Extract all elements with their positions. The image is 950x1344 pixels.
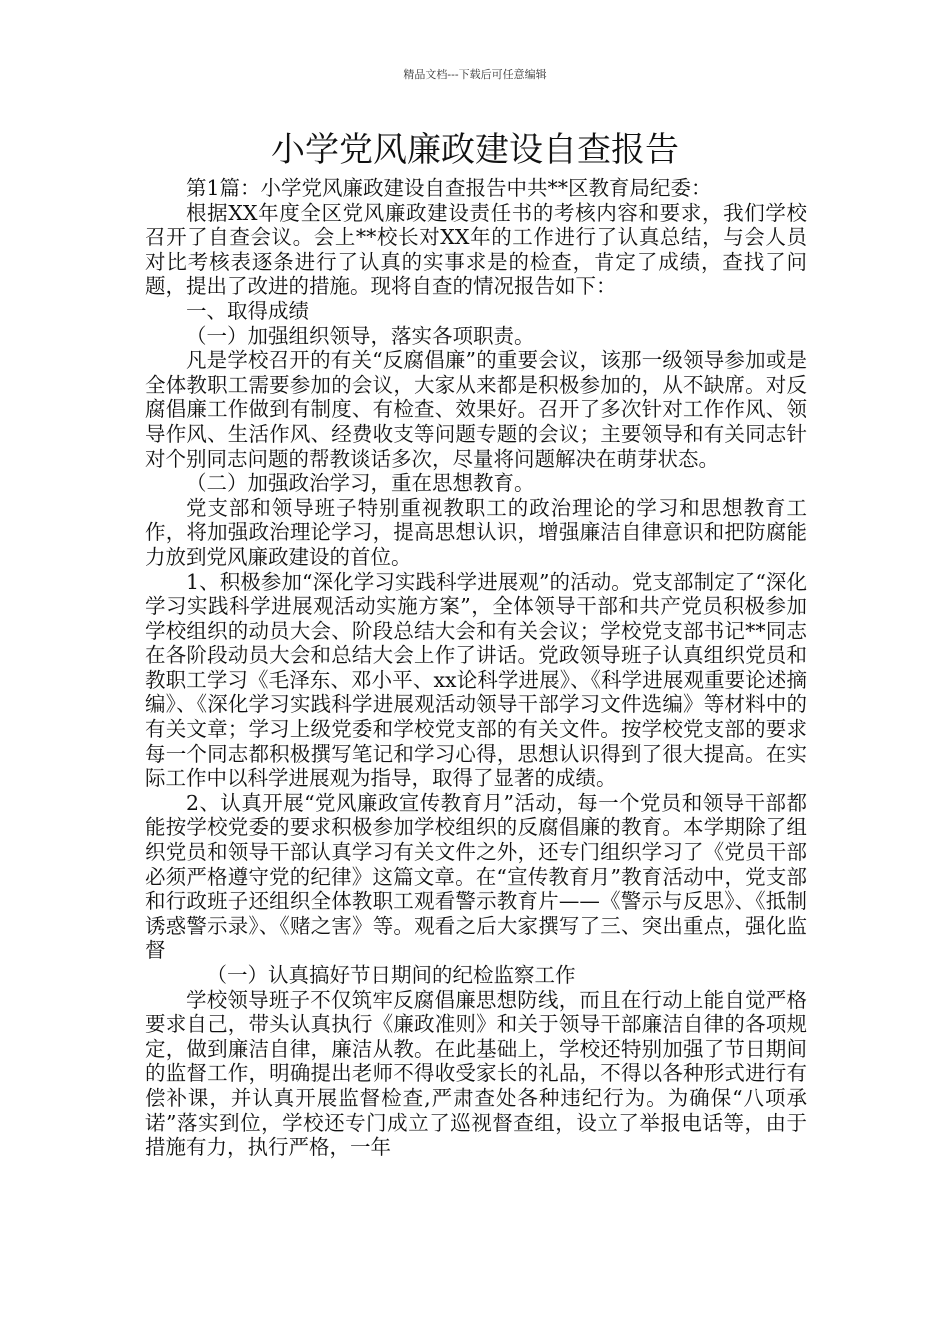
paragraph: 党支部和领导班子特别重视教职工的政治理论的学习和思想教育工作，将加强政治理论学习，提高思想认识，增强廉洁自律意识和把防腐能力放到党风廉政建设的首位。 (145, 495, 807, 569)
subsection-heading: （一）认真搞好节日期间的纪检监察工作 (206, 963, 576, 987)
paragraph: 1、积极参加“深化学习实践科学进展观”的活动。党支部制定了“深化学习实践科学进展观活动实施方案”，全体领导干部和共产党员积极参加学校组织的动员大会、阶段总结大会和有关会议；学校党支部书记**同志在各阶段动员大会和总结大会上作了讲话。党政领导班子认真组织党员和教职工学习《毛泽东、邓小平、xx论科学进展》、《科学进展观重要论述摘编》、《深化学习实践科学进展观活动领导干部学习文件选编》等材料中的有关文章；学习上级党委和学校党支部的有关文件。按学校党支部的要求每一个同志都积极撰写笔记和学习心得，思想认识得到了很大提高。在实际工作中以科学进展观为指导，取得了显著的成绩。 (145, 569, 807, 791)
page-header-note: 精品文档---下载后可任意编辑 (403, 68, 547, 81)
paragraph: 凡是学校召开的有关“反腐倡廉”的重要会议，该那一级领导参加或是全体教职工需要参加的会议，大家从来都是积极参加的，从不缺席。对反腐倡廉工作做到有制度、有检查、效果好。召开了多次针对工作作风、领导作风、生活作风、经费收支等问题专题的会议；主要领导和有关同志针对个别同志问题的帮教谈话多次，尽量将问题解决在萌芽状态。 (145, 348, 807, 471)
document-title: 小学党风廉政建设自查报告 (271, 130, 679, 170)
paragraph: 2、认真开展“党风廉政宣传教育月”活动，每一个党员和领导干部都能按学校党委的要求积极参加学校组织的反腐倡廉的教育。本学期除了组织党员和领导干部认真学习有关文件之外，还专门组织学习了《党员干部必须严格遵守党的纪律》这篇文章。在“宣传教育月”教育活动中，党支部和行政班子还组织全体教职工观看警示教育片——《警示与反思》、《抵制诱惑警示录》、《赌之害》等。观看之后大家撰写了三、突出重点，强化监督 (145, 790, 807, 963)
subsection-heading: （一）加强组织领导，落实各项职责。 (186, 323, 535, 348)
paragraph-intro: 第1篇：小学党风廉政建设自查报告中共**区教育局纪委： (186, 176, 712, 200)
subsection-heading: （二）加强政治学习，重在思想教育。 (186, 471, 535, 496)
paragraph: 根据XX年度全区党风廉政建设责任书的考核内容和要求，我们学校召开了自查会议。会上**校长对XX年的工作进行了认真总结，与会人员对比考核表逐条进行了认真的实事求是的检查，肯定了成绩，查找了问题，提出了改进的措施。现将自查的情况报告如下： (145, 200, 807, 299)
paragraph: 学校领导班子不仅筑牢反腐倡廉思想防线，而且在行动上能自觉严格要求自己，带头认真执行《廉政准则》和关于领导干部廉洁自律的各项规定，做到廉洁自律，廉洁从教。在此基础上，学校还特别加强了节日期间的监督工作，明确提出老师不得收受家长的礼品，不得以各种形式进行有偿补课，并认真开展监督检查,严肃查处各种违纪行为。为确保“八项承诺”落实到位，学校还专门成立了巡视督查组，设立了举报电话等，由于措施有力，执行严格，一年 (145, 987, 807, 1160)
document-body (145, 176, 807, 1160)
section-heading: 一、取得成绩 (186, 298, 309, 323)
